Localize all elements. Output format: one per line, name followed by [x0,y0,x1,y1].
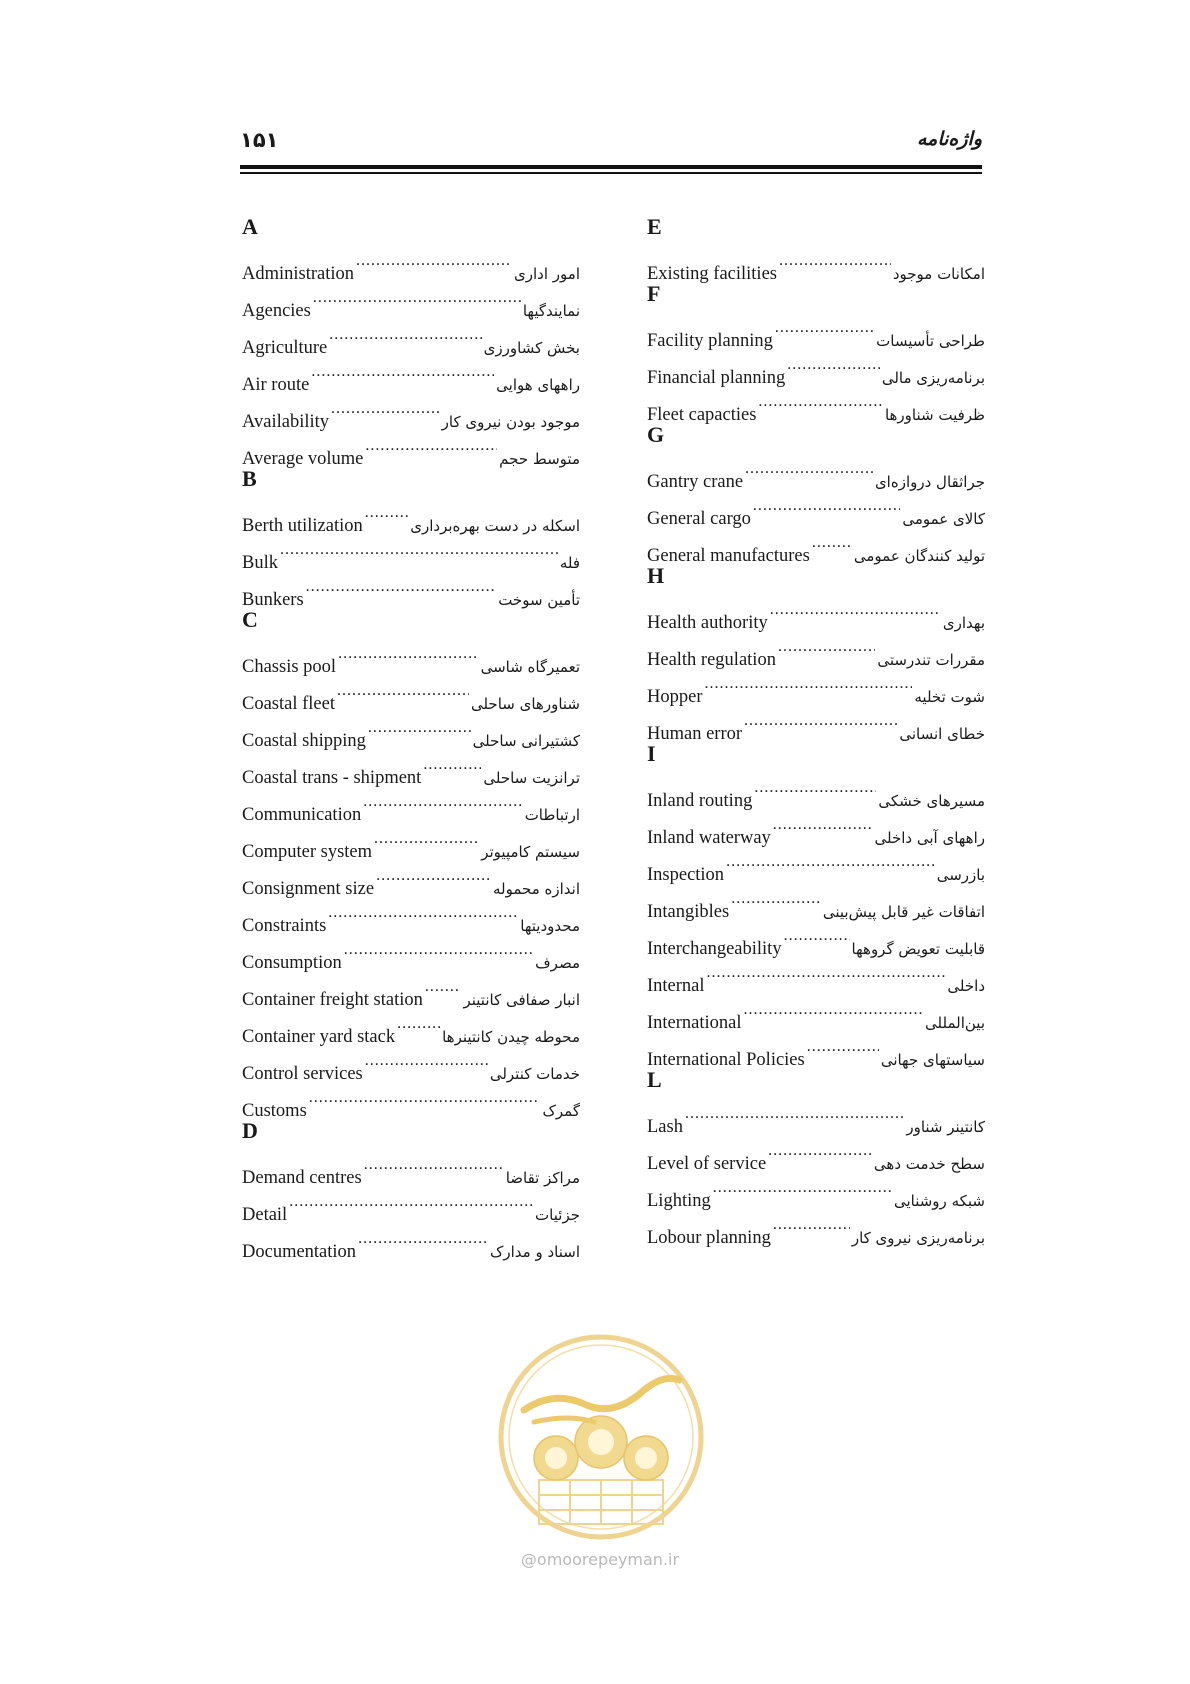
persian-term: تولید کنندگان عمومی [853,547,985,565]
watermark-logo-icon [494,1330,708,1544]
dot-leader [775,309,874,346]
glossary-entry [242,531,580,573]
dot-leader [425,968,462,1005]
dot-leader [812,524,852,561]
dot-leader [770,591,941,628]
glossary-right-column [647,212,985,1248]
english-term: General cargo [647,509,751,529]
english-term: Consignment size [242,879,375,899]
english-term: Computer system [242,842,373,862]
dot-leader [338,635,479,672]
glossary-entry [647,769,985,811]
persian-term: تعمیرگاه شاسی [480,658,580,676]
english-term: Level of service [647,1154,767,1174]
persian-term: بین‌المللی [925,1014,985,1032]
dot-leader [707,954,946,991]
persian-term: سیاستهای جهانی [880,1051,985,1069]
dot-leader [713,1169,892,1206]
dot-leader [758,383,883,420]
persian-term: سطح خدمت دهی [873,1155,985,1173]
dot-leader [358,1220,488,1257]
page-number: ۱۵۱ [240,128,279,152]
persian-term: خطای انسانی [899,725,985,743]
persian-term: جراثقال دروازه‌ای [874,473,985,491]
english-term: International Policies [647,1050,805,1070]
dot-leader [376,857,491,894]
english-term: Hopper [647,687,703,707]
english-term: Container yard stack [242,1027,396,1047]
english-term: Coastal trans - shipment [242,768,422,788]
dot-leader [374,820,479,857]
glossary-entry [242,1183,580,1225]
english-term: Inland waterway [647,828,771,848]
english-term: Coastal shipping [242,731,366,751]
dot-leader [313,279,521,316]
english-term: Constraints [242,916,327,936]
dot-leader [306,568,497,605]
dot-leader [311,353,494,390]
dot-leader [787,346,880,383]
english-term: Intangibles [647,902,730,922]
english-term: Customs [242,1101,307,1121]
persian-term: قابلیت تعویض گروهها [851,940,985,958]
section-letter: B [242,466,257,491]
glossary-entry [647,309,985,351]
dot-leader [778,628,875,665]
persian-term: ارتباطات [524,806,580,824]
running-title: واژه‌نامه [916,128,982,150]
watermark-site: @omoorepeyman.ir [520,1550,680,1569]
english-term: Communication [242,805,362,825]
section-letter: F [647,281,661,306]
dot-leader [365,494,409,531]
english-term: Bunkers [242,590,304,610]
dot-leader [744,702,897,739]
english-term: Consumption [242,953,342,973]
dot-leader [745,450,873,487]
english-term: Interchangeability [647,939,782,959]
glossary-entry [647,242,985,284]
dot-leader [365,427,497,464]
glossary-left-column [242,212,580,1262]
english-term: Inland routing [647,791,753,811]
dot-leader [685,1095,904,1132]
dot-leader [768,1132,872,1169]
english-term: Coastal fleet [242,694,335,714]
dot-leader [744,991,924,1028]
persian-term: شوت تخلیه [914,688,985,706]
persian-term: کالای عمومی [902,510,985,528]
english-term: Health authority [647,613,768,633]
dot-leader [423,746,481,783]
dot-leader [726,843,935,880]
persian-term: اسکله در دست بهره‌برداری [410,517,580,535]
persian-term: گمرک [542,1102,580,1120]
persian-term: انبار صفافی کانتینر [463,991,580,1009]
dot-leader [779,242,891,279]
persian-term: داخلی [947,977,985,995]
dot-leader [329,316,481,353]
english-term: Administration [242,264,355,284]
header-rule-thin [240,172,982,174]
dot-leader [784,917,850,954]
dot-leader [368,709,471,746]
dot-leader [397,1005,440,1042]
english-term: Lash [647,1117,683,1137]
persian-term: اسناد و مدارک [489,1243,580,1261]
persian-term: بهداری [942,614,985,632]
english-term: Agriculture [242,338,328,358]
dot-leader [365,1042,488,1079]
persian-term: ظرفیت شناورها [884,406,985,424]
persian-term: مصرف [535,954,580,972]
persian-term: خدمات کنترلی [489,1065,580,1083]
section-letter: L [647,1067,662,1092]
dot-leader [753,487,900,524]
english-term: Gantry crane [647,472,744,492]
dot-leader [280,531,558,568]
english-term: Lobour planning [647,1228,771,1248]
english-term: Lighting [647,1191,711,1211]
dot-leader [773,806,873,843]
english-term: Demand centres [242,1168,362,1188]
persian-term: کانتینر شناور [906,1118,985,1136]
persian-term: امور اداری [514,265,580,283]
dot-leader [364,1146,504,1183]
section-letter: H [647,563,665,588]
glossary-entry [242,1146,580,1188]
persian-term: کشتیرانی ساحلی [472,732,580,750]
english-term: Inspection [647,865,725,885]
dot-leader [289,1183,533,1220]
english-term: Availability [242,412,329,432]
persian-term: مقررات تندرستی [877,651,985,669]
section-letter: C [242,607,258,632]
dot-leader [309,1079,541,1116]
persian-term: امکانات موجود [892,265,985,283]
glossary-entry [242,568,580,610]
dot-leader [344,931,533,968]
persian-term: بازرسی [936,866,985,884]
persian-term: شبکه روشنایی [893,1192,985,1210]
english-term: International [647,1013,742,1033]
persian-term: محدودیتها [520,917,580,935]
persian-term: شناورهای ساحلی [470,695,580,713]
persian-term: اندازه محموله [492,880,580,898]
glossary-entry [242,635,580,677]
english-term: Fleet capacties [647,405,757,425]
dot-leader [328,894,518,931]
english-term: Average volume [242,449,364,469]
glossary-entry [647,450,985,492]
english-term: Air route [242,375,310,395]
persian-term: اتفاقات غیر قابل پیش‌بینی [822,903,985,921]
persian-term: برنامه‌ریزی نیروی کار [851,1229,985,1247]
persian-term: سیستم کامپیوتر [481,843,580,861]
dot-leader [337,672,469,709]
english-term: Documentation [242,1242,357,1262]
glossary-entry [647,1095,985,1137]
english-term: Control services [242,1064,363,1084]
persian-term: جزئیات [535,1206,580,1224]
persian-term: موجود بودن نیروی کار [441,413,580,431]
section-letter: E [647,214,662,239]
dot-leader [356,242,512,279]
persian-term: راههای هوایی [496,376,580,394]
dot-leader [731,880,821,917]
glossary-entry [242,242,580,284]
glossary-entry [242,1220,580,1262]
english-term: Berth utilization [242,516,363,536]
dot-leader [704,665,912,702]
english-term: General manufactures [647,546,810,566]
header-rule-thick [240,165,982,169]
persian-term: فله [559,554,580,572]
english-term: Existing facilities [647,264,777,284]
dot-leader [754,769,876,806]
section-letter: D [242,1118,258,1143]
glossary-entry [647,591,985,633]
dot-leader [773,1206,850,1243]
english-term: Container freight station [242,990,423,1010]
dot-leader [807,1028,879,1065]
glossary-entry [242,494,580,536]
persian-term: برنامه‌ریزی مالی [881,369,985,387]
section-letter: I [647,741,656,766]
section-letter: G [647,422,665,447]
english-term: Chassis pool [242,657,337,677]
persian-term: راههای آبی داخلی [874,829,985,847]
english-term: Facility planning [647,331,773,351]
dot-leader [331,390,440,427]
persian-term: نمایندگیها [522,302,580,320]
english-term: Bulk [242,553,278,573]
dot-leader [363,783,522,820]
persian-term: بخش کشاورزی [483,339,580,357]
english-term: Financial planning [647,368,786,388]
persian-term: طراحی تأسیسات [876,332,985,350]
english-term: Human error [647,724,743,744]
section-letter: A [242,214,258,239]
persian-term: مراکز تقاضا [505,1169,580,1187]
page-header [240,128,982,158]
persian-term: محوطه چیدن کانتینرها [442,1028,580,1046]
persian-term: مسیرهای خشکی [878,792,985,810]
english-term: Health regulation [647,650,776,670]
persian-term: ترانزیت ساحلی [483,769,580,787]
persian-term: متوسط حجم [499,450,580,468]
english-term: Agencies [242,301,311,321]
english-term: Internal [647,976,705,996]
persian-term: تأمین سوخت [498,591,580,609]
english-term: Detail [242,1205,288,1225]
